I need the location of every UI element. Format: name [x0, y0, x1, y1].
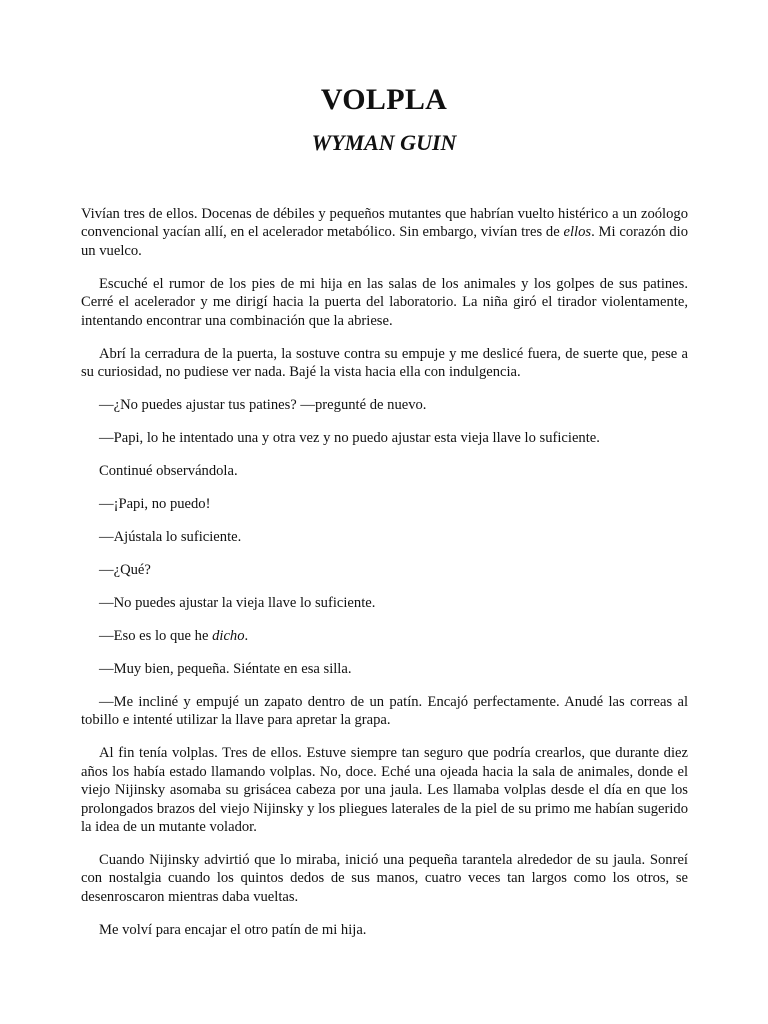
- paragraph-text: . Mi corazón dio un vuelco.: [81, 224, 688, 259]
- dialogue-line: —Muy bien, pequeña. Siéntate en esa silla.: [99, 661, 352, 678]
- dialogue-line: —¿Qué?: [99, 562, 151, 579]
- paragraph-emphasis: dicho: [212, 628, 245, 645]
- paragraph: Cuando Nijinsky advirtió que lo miraba, inició una pequeña tarantela alrededor de su jaula. Sonreí con nostalgia cuando los quintos dedos de sus manos, cuatro veces tan largos como los otros, se desenroscaron mientras daba vueltas.: [81, 852, 688, 905]
- paragraph-text: —Eso es lo que he: [99, 628, 213, 645]
- paragraph: Abrí la cerradura de la puerta, la sostuve contra su empuje y me deslicé fuera, de suerte que, pese a su curiosidad, no pudiese ver nada. Bajé la vista hacia ella con indulgencia.: [81, 345, 688, 381]
- dialogue-line: —¡Papi, no puedo!: [99, 496, 211, 513]
- paragraph-emphasis: ellos: [563, 224, 592, 241]
- dialogue-line: —Ajústala lo suficiente.: [99, 529, 242, 546]
- paragraph: Escuché el rumor de los pies de mi hija en las salas de los animales y los golpes de sus patines. Cerré el acelerador y me dirigí hacia la puerta del laboratorio. La niña giró el tirador violentamente, intentando encontrar una combinación que la abriese.: [81, 275, 688, 329]
- paragraph: Me volví para encajar el otro patín de mi hija.: [99, 921, 367, 938]
- paragraph-text: .: [244, 628, 249, 645]
- paragraph: —Me incliné y empujé un zapato dentro de un patín. Encajó perfectamente. Anudé las correas al tobillo e intenté utilizar la llave para apretar la grapa.: [81, 694, 688, 729]
- paragraph-text: Vivían tres de ellos. Docenas de débiles y pequeños mutantes que habrían vuelto histérico a un zoólogo convencional yacían allí, en el acelerador metabólico. Sin embargo, vivían tres de: [81, 206, 688, 241]
- paragraph: [81, 205, 688, 260]
- dialogue-line: [81, 627, 688, 645]
- document-body: [81, 205, 688, 954]
- paragraph: Continué observándola.: [99, 463, 238, 480]
- dialogue-line: —¿No puedes ajustar tus patines? —pregunté de nuevo.: [99, 397, 427, 414]
- document-title: VOLPLA: [320, 83, 448, 116]
- dialogue-line: —Papi, lo he intentado una y otra vez y no puedo ajustar esta vieja llave lo suficiente.: [99, 430, 600, 447]
- dialogue-line: —No puedes ajustar la vieja llave lo suficiente.: [99, 595, 376, 612]
- paragraph: Al fin tenía volplas. Tres de ellos. Estuve siempre tan seguro que podría crearlos, que durante diez años los había estado llamando volplas. No, doce. Eché una ojeada hacia la sala de animales, donde el viejo Nijinsky asomaba su grisácea cabeza por una jaula. Les llamaba volplas desde el día en que los prolongados brazos del viejo Nijinsky y los pliegues laterales de la piel de su primo me habían sugerido la idea de un mutante volador.: [81, 745, 688, 836]
- document-author: WYMAN GUIN: [311, 130, 457, 155]
